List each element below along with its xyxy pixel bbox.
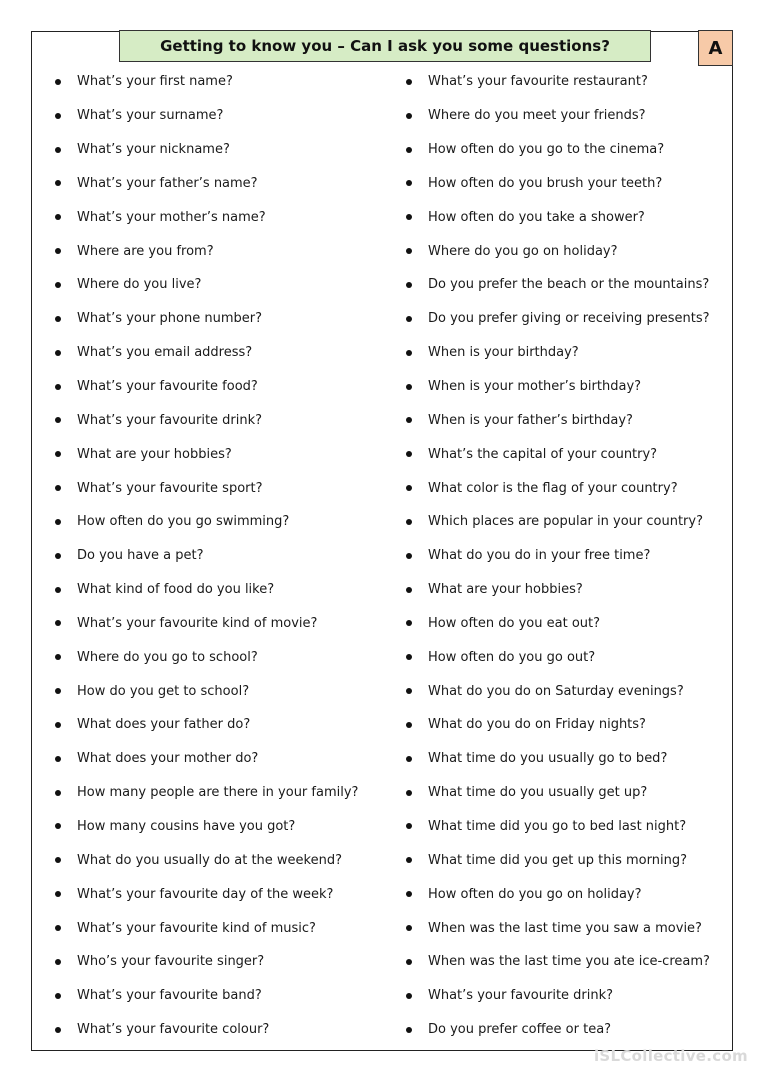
question-text: What does your mother do? — [77, 751, 259, 767]
bullet-icon — [55, 823, 61, 829]
version-badge-label: A — [708, 37, 723, 59]
bullet-icon — [406, 722, 412, 728]
bullet-icon — [406, 282, 412, 288]
question-item — [403, 65, 723, 99]
question-text: What time did you get up this morning? — [428, 852, 687, 868]
question-item — [52, 607, 382, 641]
question-text: What’s your surname? — [77, 108, 224, 124]
bullet-icon — [406, 688, 412, 694]
bullet-icon — [406, 959, 412, 965]
question-item — [403, 234, 723, 268]
bullet-icon — [406, 214, 412, 220]
question-text: What do you do on Friday nights? — [428, 717, 646, 733]
question-text: What’s your favourite drink? — [428, 988, 614, 1004]
question-item — [52, 573, 382, 607]
question-text: What color is the flag of your country? — [428, 480, 678, 496]
question-item — [52, 945, 382, 979]
question-text: When is your father’s birthday? — [428, 412, 633, 428]
bullet-icon — [406, 823, 412, 829]
question-item — [403, 843, 723, 877]
question-item — [403, 133, 723, 167]
question-item — [403, 437, 723, 471]
bullet-icon — [55, 1027, 61, 1033]
question-item — [403, 708, 723, 742]
question-item — [52, 640, 382, 674]
question-text: What do you do in your free time? — [428, 548, 651, 564]
question-text: How many people are there in your family? — [77, 785, 359, 801]
question-text: What’s your favourite band? — [77, 988, 262, 1004]
question-text: Who’s your favourite singer? — [77, 954, 265, 970]
question-item — [52, 437, 382, 471]
question-item — [52, 65, 382, 99]
bullet-icon — [406, 857, 412, 863]
bullet-icon — [55, 316, 61, 322]
bullet-icon — [55, 214, 61, 220]
question-item — [52, 403, 382, 437]
question-text: What’s your father’s name? — [77, 175, 258, 191]
bullet-icon — [55, 959, 61, 965]
question-text: What are your hobbies? — [428, 582, 583, 598]
bullet-icon — [55, 620, 61, 626]
question-item — [403, 403, 723, 437]
bullet-icon — [55, 350, 61, 356]
bullet-icon — [406, 180, 412, 186]
question-item — [52, 370, 382, 404]
question-text: What’s your mother’s name? — [77, 209, 266, 225]
question-text: Where do you go on holiday? — [428, 243, 618, 259]
question-item — [52, 234, 382, 268]
question-item — [52, 911, 382, 945]
question-text: How often do you go out? — [428, 649, 596, 665]
question-text: How do you get to school? — [77, 683, 250, 699]
question-text: What’s your first name? — [77, 74, 233, 90]
question-text: Do you prefer the beach or the mountains? — [428, 277, 710, 293]
bullet-icon — [406, 417, 412, 423]
bullet-icon — [55, 790, 61, 796]
question-item — [52, 810, 382, 844]
bullet-icon — [55, 993, 61, 999]
question-text: Which places are popular in your country? — [428, 514, 703, 530]
bullet-icon — [55, 180, 61, 186]
question-text: What kind of food do you like? — [77, 582, 275, 598]
question-item — [403, 776, 723, 810]
question-text: Do you prefer coffee or tea? — [428, 1022, 612, 1038]
bullet-icon — [406, 553, 412, 559]
bullet-icon — [55, 384, 61, 390]
watermark-logo: iSLCollective.com — [593, 1047, 748, 1065]
bullet-icon — [406, 79, 412, 85]
question-item — [403, 573, 723, 607]
question-text: When was the last time you saw a movie? — [428, 920, 702, 936]
bullet-icon — [55, 485, 61, 491]
question-item — [403, 911, 723, 945]
bullet-icon — [406, 451, 412, 457]
bullet-icon — [55, 553, 61, 559]
question-text: When was the last time you ate ice-cream? — [428, 954, 710, 970]
question-text: Do you prefer giving or receiving presents? — [428, 311, 710, 327]
bullet-icon — [55, 147, 61, 153]
question-item — [403, 607, 723, 641]
question-text: What’s you email address? — [77, 345, 253, 361]
question-text: What do you do on Saturday evenings? — [428, 683, 684, 699]
question-text: What’s your favourite restaurant? — [428, 74, 648, 90]
question-item — [403, 945, 723, 979]
question-text: What time did you go to bed last night? — [428, 818, 687, 834]
question-item — [403, 99, 723, 133]
question-text: How often do you eat out? — [428, 615, 601, 631]
question-item — [403, 539, 723, 573]
bullet-icon — [55, 79, 61, 85]
bullet-icon — [55, 654, 61, 660]
question-text: What do you usually do at the weekend? — [77, 852, 342, 868]
question-item — [403, 336, 723, 370]
question-text: Where are you from? — [77, 243, 214, 259]
question-item — [52, 200, 382, 234]
right-question-list — [403, 65, 723, 1046]
question-text: Do you have a pet? — [77, 548, 204, 564]
question-item — [52, 505, 382, 539]
bullet-icon — [55, 688, 61, 694]
question-text: Where do you go to school? — [77, 649, 258, 665]
question-item — [52, 539, 382, 573]
question-item — [403, 268, 723, 302]
bullet-icon — [406, 891, 412, 897]
question-item — [52, 133, 382, 167]
question-item — [52, 167, 382, 201]
bullet-icon — [55, 756, 61, 762]
bullet-icon — [406, 654, 412, 660]
bullet-icon — [406, 993, 412, 999]
question-text: What time do you usually get up? — [428, 785, 648, 801]
question-item — [52, 877, 382, 911]
question-text: How often do you take a shower? — [428, 209, 645, 225]
question-item — [52, 742, 382, 776]
question-text: What’s your favourite food? — [77, 379, 258, 395]
question-item — [52, 302, 382, 336]
bullet-icon — [406, 384, 412, 390]
bullet-icon — [55, 722, 61, 728]
bullet-icon — [406, 790, 412, 796]
question-text: What’s your favourite sport? — [77, 480, 263, 496]
question-item — [52, 1013, 382, 1047]
worksheet-title-text: Getting to know you – Can I ask you some questions? — [160, 37, 610, 55]
question-item — [52, 776, 382, 810]
question-item — [403, 370, 723, 404]
question-item — [52, 336, 382, 370]
question-text: Where do you meet your friends? — [428, 108, 646, 124]
worksheet-title — [119, 30, 651, 62]
bullet-icon — [55, 519, 61, 525]
bullet-icon — [406, 350, 412, 356]
question-item — [52, 843, 382, 877]
bullet-icon — [55, 891, 61, 897]
bullet-icon — [406, 519, 412, 525]
question-item — [52, 979, 382, 1013]
bullet-icon — [55, 113, 61, 119]
question-text: What’s your favourite kind of music? — [77, 920, 316, 936]
bullet-icon — [406, 756, 412, 762]
question-text: What does your father do? — [77, 717, 251, 733]
bullet-icon — [406, 587, 412, 593]
bullet-icon — [406, 1027, 412, 1033]
version-badge — [698, 30, 733, 66]
bullet-icon — [55, 417, 61, 423]
bullet-icon — [55, 248, 61, 254]
question-text: What’s the capital of your country? — [428, 446, 658, 462]
bullet-icon — [55, 857, 61, 863]
bullet-icon — [406, 248, 412, 254]
question-item — [403, 167, 723, 201]
bullet-icon — [406, 485, 412, 491]
question-item — [403, 877, 723, 911]
question-text: What’s your favourite drink? — [77, 412, 263, 428]
question-text: How often do you brush your teeth? — [428, 175, 663, 191]
question-item — [403, 742, 723, 776]
question-text: What’s your phone number? — [77, 311, 263, 327]
bullet-icon — [55, 451, 61, 457]
bullet-icon — [406, 147, 412, 153]
bullet-icon — [406, 316, 412, 322]
question-text: What are your hobbies? — [77, 446, 232, 462]
question-text: What’s your nickname? — [77, 142, 230, 158]
question-text: How many cousins have you got? — [77, 818, 296, 834]
question-text: What’s your favourite kind of movie? — [77, 615, 318, 631]
question-text: What time do you usually go to bed? — [428, 751, 668, 767]
bullet-icon — [55, 925, 61, 931]
question-item — [403, 674, 723, 708]
question-item — [403, 1013, 723, 1047]
question-text: When is your mother’s birthday? — [428, 379, 642, 395]
question-text: What’s your favourite colour? — [77, 1022, 270, 1038]
question-item — [403, 200, 723, 234]
question-item — [403, 471, 723, 505]
question-item — [403, 302, 723, 336]
question-item — [403, 505, 723, 539]
question-text: When is your birthday? — [428, 345, 579, 361]
question-item — [52, 708, 382, 742]
question-text: How often do you go swimming? — [77, 514, 290, 530]
question-item — [52, 99, 382, 133]
bullet-icon — [55, 587, 61, 593]
question-text: What’s your favourite day of the week? — [77, 886, 334, 902]
question-item — [52, 674, 382, 708]
question-item — [403, 979, 723, 1013]
question-item — [52, 268, 382, 302]
question-item — [52, 471, 382, 505]
question-text: Where do you live? — [77, 277, 202, 293]
question-item — [403, 640, 723, 674]
bullet-icon — [55, 282, 61, 288]
bullet-icon — [406, 620, 412, 626]
bullet-icon — [406, 113, 412, 119]
bullet-icon — [406, 925, 412, 931]
question-item — [403, 810, 723, 844]
question-text: How often do you go on holiday? — [428, 886, 642, 902]
left-question-list — [52, 65, 382, 1046]
question-text: How often do you go to the cinema? — [428, 142, 665, 158]
